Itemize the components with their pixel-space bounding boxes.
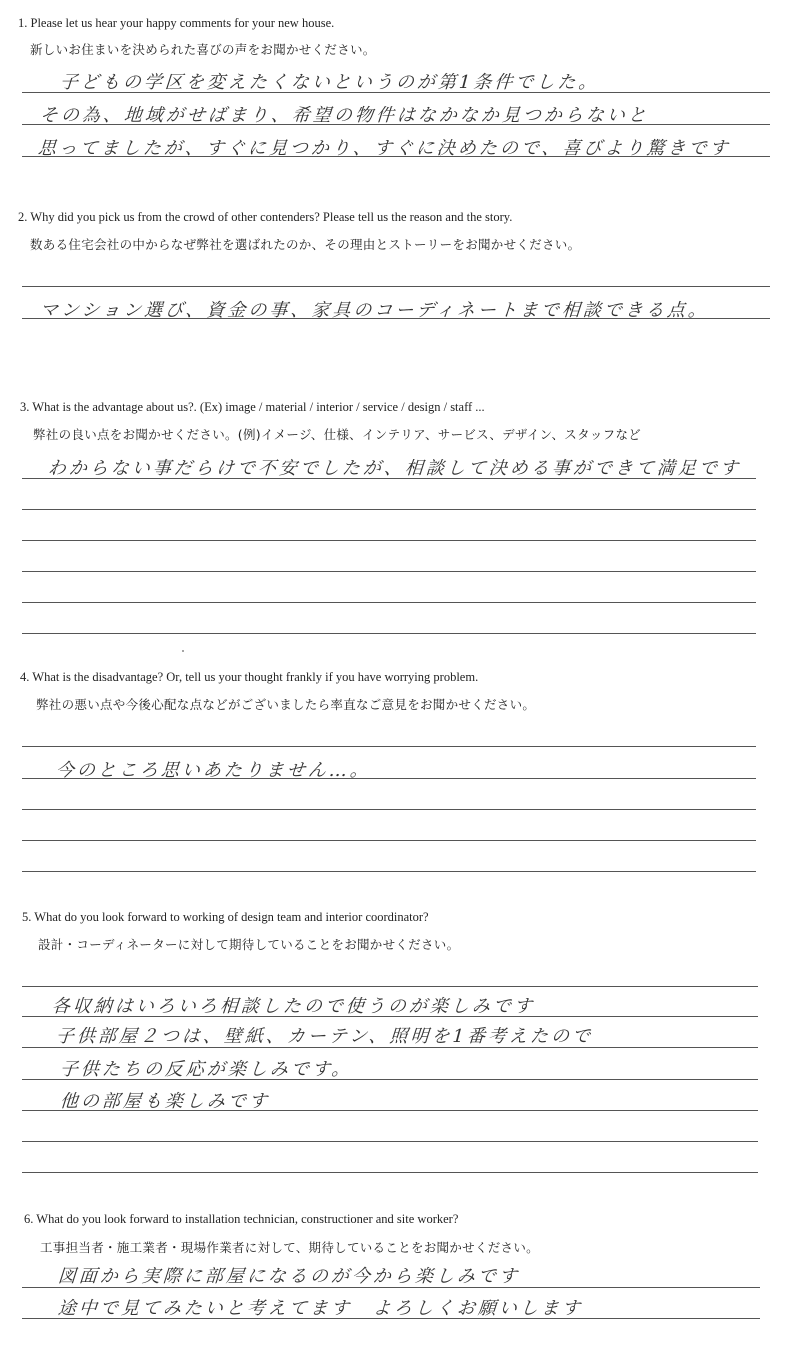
answer-rule bbox=[22, 1047, 758, 1048]
answer-rule bbox=[22, 156, 770, 157]
answer-rule bbox=[22, 778, 756, 779]
question-1-ja: 新しいお住まいを決められた喜びの声をお聞かせください。 bbox=[30, 42, 376, 57]
question-2-ja: 数ある住宅会社の中からなぜ弊社を選ばれたのか、その理由とストーリーをお聞かせください。 bbox=[30, 237, 581, 252]
answer-rule bbox=[22, 318, 770, 319]
answer-rule bbox=[22, 1016, 758, 1017]
answer-1-line-2: その為、地域がせばまり、希望の物件はなかなか見つからないと bbox=[39, 105, 650, 126]
answer-rule bbox=[22, 840, 756, 841]
answer-rule bbox=[22, 1110, 758, 1111]
answer-5-line-2: 子供部屋２つは、壁紙、カーテン、照明を1番考えたので bbox=[55, 1026, 594, 1047]
answer-rule bbox=[22, 871, 756, 872]
answer-2-line-1: マンション選び、資金の事、家具のコーディネートまで相談できる点。 bbox=[39, 300, 710, 321]
question-5-ja: 設計・コーディネーターに対して期待していることをお聞かせください。 bbox=[38, 937, 460, 952]
answer-rule bbox=[22, 1079, 758, 1080]
answer-4-line-1: 今のところ思いあたりません…。 bbox=[55, 760, 372, 781]
answer-rule bbox=[22, 124, 770, 125]
question-5-en: 5. What do you look forward to working of design team and interior coordinator? bbox=[22, 910, 429, 924]
answer-1-line-3: 思ってましたが、すぐに見つかり、すぐに決めたので、喜びより驚きです bbox=[37, 138, 732, 159]
answer-5-line-4: 他の部屋も楽しみです bbox=[59, 1091, 271, 1112]
answer-rule bbox=[22, 1287, 760, 1288]
answer-rule bbox=[22, 809, 756, 810]
answer-rule bbox=[22, 633, 756, 634]
answer-rule bbox=[22, 1318, 760, 1319]
answer-rule bbox=[22, 602, 756, 603]
question-1-en: 1. Please let us hear your happy comments for your new house. bbox=[18, 16, 335, 30]
question-2-en: 2. Why did you pick us from the crowd of other contenders? Please tell us the reason and the story. bbox=[18, 210, 513, 224]
answer-rule bbox=[22, 478, 756, 479]
answer-6-line-1: 図面から実際に部屋になるのが今から楽しみです bbox=[57, 1266, 521, 1287]
answer-rule bbox=[22, 571, 756, 572]
stray-mark bbox=[182, 650, 184, 652]
question-3-ja: 弊社の良い点をお聞かせください。(例)イメージ、仕様、インテリア、サービス、デザイン、スタッフなど bbox=[33, 427, 642, 442]
question-3-en: 3. What is the advantage about us?. (Ex) image / material / interior / service / design / staff ... bbox=[20, 400, 485, 414]
answer-1-line-1: 子どもの学区を変えたくないというのが第1条件でした。 bbox=[59, 72, 601, 93]
answer-rule bbox=[22, 92, 770, 93]
question-6-ja: 工事担当者・施工業者・現場作業者に対して、期待していることをお聞かせください。 bbox=[40, 1240, 539, 1255]
answer-rule bbox=[22, 1141, 758, 1142]
answer-5-line-3: 子供たちの反応が楽しみです。 bbox=[59, 1059, 354, 1080]
answer-rule bbox=[22, 540, 756, 541]
answer-rule bbox=[22, 286, 770, 287]
answer-rule bbox=[22, 746, 756, 747]
answer-3-line-1: わからない事だらけで不安でしたが、相談して決める事ができて満足です bbox=[47, 458, 742, 479]
question-4-en: 4. What is the disadvantage? Or, tell us your thought frankly if you have worrying problem. bbox=[20, 670, 479, 684]
answer-rule bbox=[22, 1172, 758, 1173]
answer-rule bbox=[22, 509, 756, 510]
question-6-en: 6. What do you look forward to installation technician, constructioner and site worker? bbox=[24, 1212, 459, 1226]
answer-rule bbox=[22, 986, 758, 987]
answer-5-line-1: 各収納はいろいろ相談したので使うのが楽しみです bbox=[51, 996, 536, 1017]
question-4-ja: 弊社の悪い点や今後心配な点などがございましたら率直なご意見をお聞かせください。 bbox=[36, 697, 536, 712]
answer-6-line-2: 途中で見てみたいと考えてます よろしくお願いします bbox=[57, 1298, 584, 1319]
